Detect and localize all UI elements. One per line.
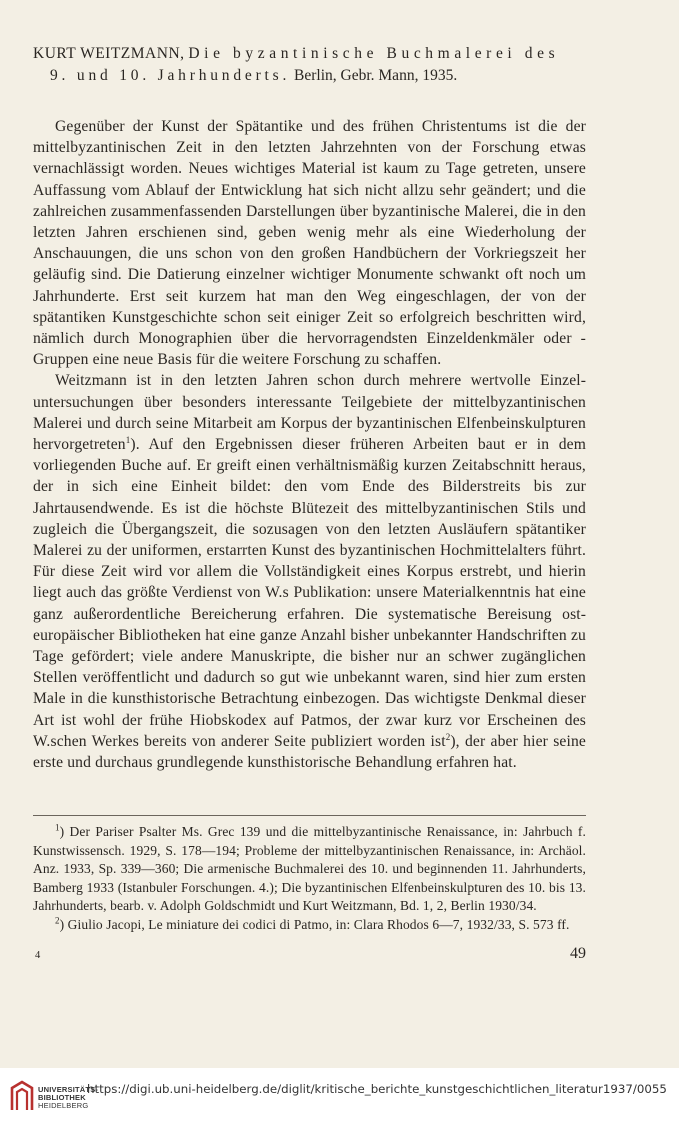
footnote-1-text: ) Der Pariser Psalter Ms. Grec 139 und die mittelbyzantinische Renaissance, in: Jahrbuch f. Kunstwissensch. 1929, S. 178—194; Probleme der mittelbyzantinischen Renaissance, in: Archäol. Anz. 1933, Sp. 339—360; Die armenische Buchmalerei des 10. und beginnenden 11. Jahrhunderts, Bamberg 1933 (Istanbuler Forschungen. 4.); Die byzantinischen Elfenbeinskulpturen des 10. bis 13. Jahrhunderts, bearb. v. Adolph Goldschmidt und Kurt Weitzmann, Bd. 1, 2, Berlin 1930/34. [33,824,586,913]
paragraph-1: Gegenüber der Kunst der Spätantike und des frühen Christentums ist die der mittelbyzantinischen Zeit in den letzten Jahrzehnten von der Forschung etwas vernachlässigt worden. Neues wichtiges Material ist kaum zu Tage getreten, unsere Auffassung vom Ablauf der Entwicklung hat sich nicht allzu sehr geändert; und die zahlreichen zusammenfassenden Darstellungen über byzantinische Malerei, die in den letzten Jahren erschienen sind, geben wenig mehr als eine Wiederholung der Anschauungen, die uns schon von den großen Handbüchern der Vorkriegszeit her geläufig sind. Die Datierung einzelner wichtiger Monumente schwankt oft noch um Jahrhunderte. Erst seit kurzem hat man den Weg eingeschlagen, der von der spätantiken Kunstgeschichte schon seit einiger Zeit so erfolgreich beschritten wird, nämlich durch Monographien über die hervorragendsten Einzeldenkmäler oder -Gruppen eine neue Basis für die weitere Forschung zu schaffen. [33,118,586,369]
book-title-part2: 9. und 10. Jahrhunderts. [50,67,291,84]
library-name-line2: BIBLIOTHEK [38,1093,86,1103]
footnotes [33,823,586,934]
footnote-divider [33,815,586,816]
permalink-url[interactable]: https://digi.ub.uni-heidelberg.de/diglit/kritische_berichte_kunstgeschichtlichen_literatur1937/0055 [87,1082,667,1096]
footnote-marker-1: 1 [55,822,60,833]
footnote-ref-2[interactable]: 2 [445,731,451,742]
footnote-2 [33,916,586,935]
paragraph-2-text-a: Weitzmann ist in den letzten Jahren schon durch mehrere wertvolle Einzeluntersuchungen über besonders interessante Teilgebiete der mittelbyzantinischen Malerei und durch seine Mitarbeit am Korpus der byzantinischen Elfenbeinskulpturen hervorgetreten [33,372,586,454]
library-logo-icon [9,1080,35,1114]
review-heading [33,43,593,87]
library-name-line1: UNIVERSITÄTS- [38,1085,99,1094]
book-publisher: Berlin, Gebr. Mann, 1935. [294,67,458,84]
page-number: 49 [570,945,586,962]
printer-signature: 4 [35,950,41,961]
review-body [33,116,586,773]
footnote-1 [33,823,586,916]
paragraph-2 [33,370,586,773]
review-author: KURT WEITZMANN, [33,45,185,62]
paragraph-2-text-c: ), der aber hier seine erste und durchaus grundlegende kunsthistorische Behandlung erfahren hat. [33,732,586,772]
viewer-footer [0,1068,679,1125]
footnote-ref-1[interactable]: 1 [125,434,131,445]
paragraph-2-text-b: ). Auf den Ergebnissen dieser früheren Arbeiten baut er in dem vorliegenden Buche auf. Er greift einen verhältnismäßig kurzen Zeitabschnitt heraus, der in sich eine Einheit bildet: den vom Ende des Bilderstreits bis zur Jahrtausendwende. Es ist die höchste Blütezeit des mittelbyzantinischen Stils und zugleich die Übergangszeit, die sozusagen von den letzten Ausläufern spätantiker Malerei zu der uniformen, erstarrten Kunst des byzantinischen Hochmittelalters führt. Für diese Zeit wird vor allem die Vollständigkeit eines Korpus erstrebt, und hierin liegt auch das größte Verdienst von W.s Publikation: unsere Materialkenntnis hat eine ganz außerordentliche Bereicherung erfahren. Die systematische Bereisung osteuropäischer Bibliotheken hat eine ganze Anzahl bisher unbekannter Handschriften zu Tage gefördert; viele andere Manuskripte, die bisher nur an schwer zugänglichen Stellen veröffentlicht und dadurch so gut wie unbekannt waren, sind hier zum ersten Male in die kunsthistorische Betrachtung einbezogen. Das wichtigste Denkmal dieser Art ist wohl der frühe Hiobskodex auf Patmos, der zwar kurz vor Erscheinen des W.schen Werkes bereits von anderer Seite publiziert worden ist [33,436,586,750]
footnote-marker-2: 2 [55,915,60,925]
book-title-part1: Die byzantinische Buchmalerei des [188,45,560,62]
library-name-line3: HEIDELBERG [38,1101,89,1111]
footnote-2-text: ) Giulio Jacopi, Le miniature dei codici di Patmo, in: Clara Rhodos 6—7, 1932/33, S. 573 ff. [59,916,570,932]
